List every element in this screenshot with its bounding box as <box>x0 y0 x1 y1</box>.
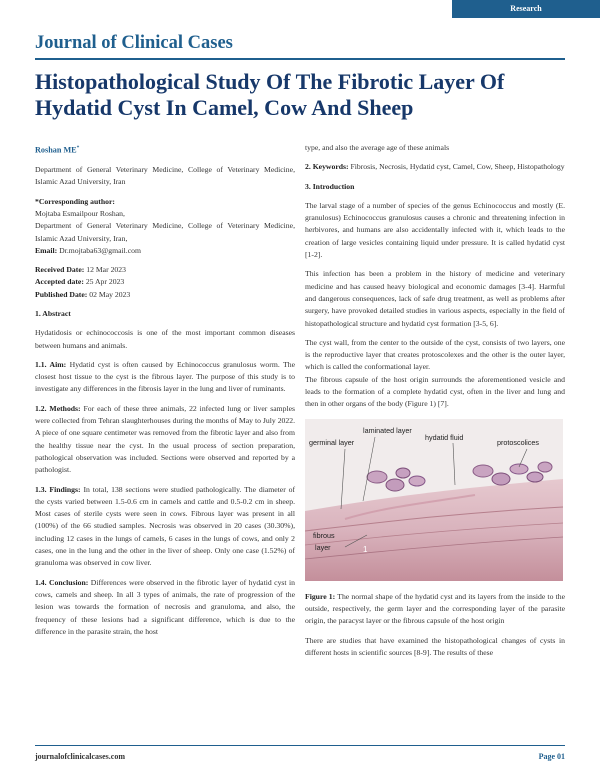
abstract-aim <box>35 359 295 396</box>
keywords <box>305 161 565 173</box>
aim-text: Hydatid cyst is often caused by Echinococcus granulosus worm. The closest host tissue to the cyst is the fibrous layer. The purpose of this study is to investigate any differences in the fibrosis layer in the lung and liver of ruminants. <box>35 359 295 394</box>
aim-label: 1.1. Aim: <box>35 359 67 369</box>
abstract-methods <box>35 403 295 477</box>
accepted-date-line <box>35 276 295 288</box>
conclusion-continued: type, and also the average age of these animals <box>305 143 450 152</box>
keywords-label: 2. Keywords: <box>305 162 349 172</box>
intro-paragraph-5: There are studies that have examined the histopathological changes of cysts in different hosts in scientific sources [8-9]. The results of these <box>305 635 565 657</box>
label-germinal-layer: germinal layer <box>309 437 355 447</box>
footer-url[interactable]: journalofclinicalcases.com <box>35 752 125 761</box>
author-line <box>35 142 295 157</box>
email-link[interactable]: Dr.mojtaba63@gmail.com <box>59 245 141 255</box>
received-date-line <box>35 264 295 276</box>
published-label: Published Date: <box>35 289 88 299</box>
figure-1-caption <box>305 591 565 628</box>
keywords-text: Fibrosis, Necrosis, Hydatid cyst, Camel, Cow, Sheep, Histopathology <box>350 162 565 172</box>
conclusion-text: Differences were observed in the fibrotic layer of hydatid cyst in cows, camels and sheep. In all 3 types of animals, the rate of progression of the lesion was towards the formation of necrosis and granuloma, and also, the frequency of these lesions had a significant difference, which is due to the difference in the parasite strain, the host <box>35 577 295 636</box>
intro-paragraph-4: The fibrous capsule of the host origin surrounds the aforementioned vesicle and leads to the formation of a complete hydatid cyst, often in the liver and lung and then in other organs of the body (Figure 1) [7]. <box>305 374 565 409</box>
intro-paragraph-1: The larval stage of a number of species of the genus Echinococcus and mostly (E. granulosus) Echinococcus granulosus causes a chronic and threatening infection in herbivores, and humans are also accidentally infected with it, which leads to the creation of large vesicles containing liquid under pressure. It is called hydatid cyst [1-2]. <box>305 200 565 260</box>
received-label: Received Date: <box>35 265 85 275</box>
corresponding-email-line <box>35 245 295 257</box>
page-number: Page 01 <box>538 752 565 761</box>
findings-text: In total, 138 sections were studied pathologically. The diameter of the cysts varied between 1.5-0.6 cm in camels and cattle and 0.5-0.2 cm in sheep. Most cases of sterile cysts were seen in cows. Fibrous layer was present in all (100%) of the 66 studied samples. Necrosis was observed in 20 cases (30.30%), including 12 cases in the lungs of camels, 6 cases in the lungs of cows, and only 2 cases, one in the lung and the other in the liver of sheep. Only one case (1.52%) of granuloma was observed in cow liver. <box>35 484 296 568</box>
abstract-intro: Hydatidosis or echinococcosis is one of the most important common diseases between humans and animals. <box>35 328 295 350</box>
footer-divider <box>35 745 565 746</box>
findings-label: 1.3. Findings: <box>35 484 81 494</box>
label-fibrous: fibrous <box>313 530 335 540</box>
label-protoscolices: protoscolices <box>497 437 539 447</box>
author-name: Roshan ME <box>35 145 77 155</box>
abstract-heading: 1. Abstract <box>35 309 71 318</box>
corresponding-name: Mojtaba Esmailpour Roshan, <box>35 208 125 218</box>
corresponding-label: *Corresponding author: <box>35 196 115 206</box>
article-type-badge: Research <box>452 0 600 18</box>
label-fibrous-layer: layer <box>315 542 331 552</box>
published-date-line <box>35 289 295 301</box>
figure-1-image <box>305 419 563 581</box>
affiliation: Department of General Veterinary Medicine, College of Veterinary Medicine, Islamic Azad University, Iran <box>35 165 295 187</box>
figure-panel-number: 1 <box>363 544 368 554</box>
published-date: 02 May 2023 <box>89 289 131 299</box>
intro-paragraph-2: This infection has been a problem in the history of medicine and veterinary medicine and has caused heavy biological and economic damages [3-4]. Harmful and dangerous consequences, lack of safe drug treatment, as well as problems after surgery, have provoked detailed studies in various aspects, especially in the field of histopathological structure and hydatid cyst formation [3-5, 6]. <box>305 269 565 328</box>
journal-name[interactable]: Journal of Clinical Cases <box>35 33 233 53</box>
left-column <box>35 142 295 645</box>
right-column <box>305 142 565 666</box>
corresponding-dept: Department of General Veterinary Medicine, College of Veterinary Medicine, Islamic Azad University, Iran, <box>35 221 295 243</box>
accepted-label: Accepted date: <box>35 277 84 287</box>
methods-text: For each of these three animals, 22 infected lung or liver samples were collected from Tehran slaughterhouses during the months of May to July 2022. A piece of one square centimeter was removed from the fibrotic layer and also from the healthy tissue near the cyst. In the usual process of section preparation, pathological observation was included. Sections were observed and reported by a pathologist. <box>35 403 295 475</box>
figure-caption-label: Figure 1: <box>305 591 336 601</box>
article-title: Histopathological Study Of The Fibrotic Layer Of Hydatid Cyst In Camel, Cow And Sheep <box>35 69 505 120</box>
label-hydatid-fluid: hydatid fluid <box>425 432 464 442</box>
methods-label: 1.2. Methods: <box>35 403 81 413</box>
author-mark: * <box>76 145 80 151</box>
introduction-heading: 3. Introduction <box>305 181 355 191</box>
conclusion-label: 1.4. Conclusion: <box>35 577 89 587</box>
header-divider <box>35 58 565 60</box>
abstract-findings <box>35 484 295 570</box>
abstract-conclusion <box>35 577 295 638</box>
email-label: Email: <box>35 245 58 255</box>
accepted-date: 25 Apr 2023 <box>85 277 125 287</box>
intro-paragraph-3: The cyst wall, from the center to the outside of the cyst, consists of two layers, one is the reproductive layer that creates protoscolexes and the other is the outer layer, which is called the conformational layer. <box>305 337 565 372</box>
label-laminated-layer: laminated layer <box>363 425 412 435</box>
figure-caption-text: The normal shape of the hydatid cyst and its layers from the inside to the outside, respectively, the germ layer and the corresponding layer of the parasite origin, the paracyst layer or the fibrous capsule of the host origin <box>305 591 565 626</box>
received-date: 12 Mar 2023 <box>86 265 126 275</box>
